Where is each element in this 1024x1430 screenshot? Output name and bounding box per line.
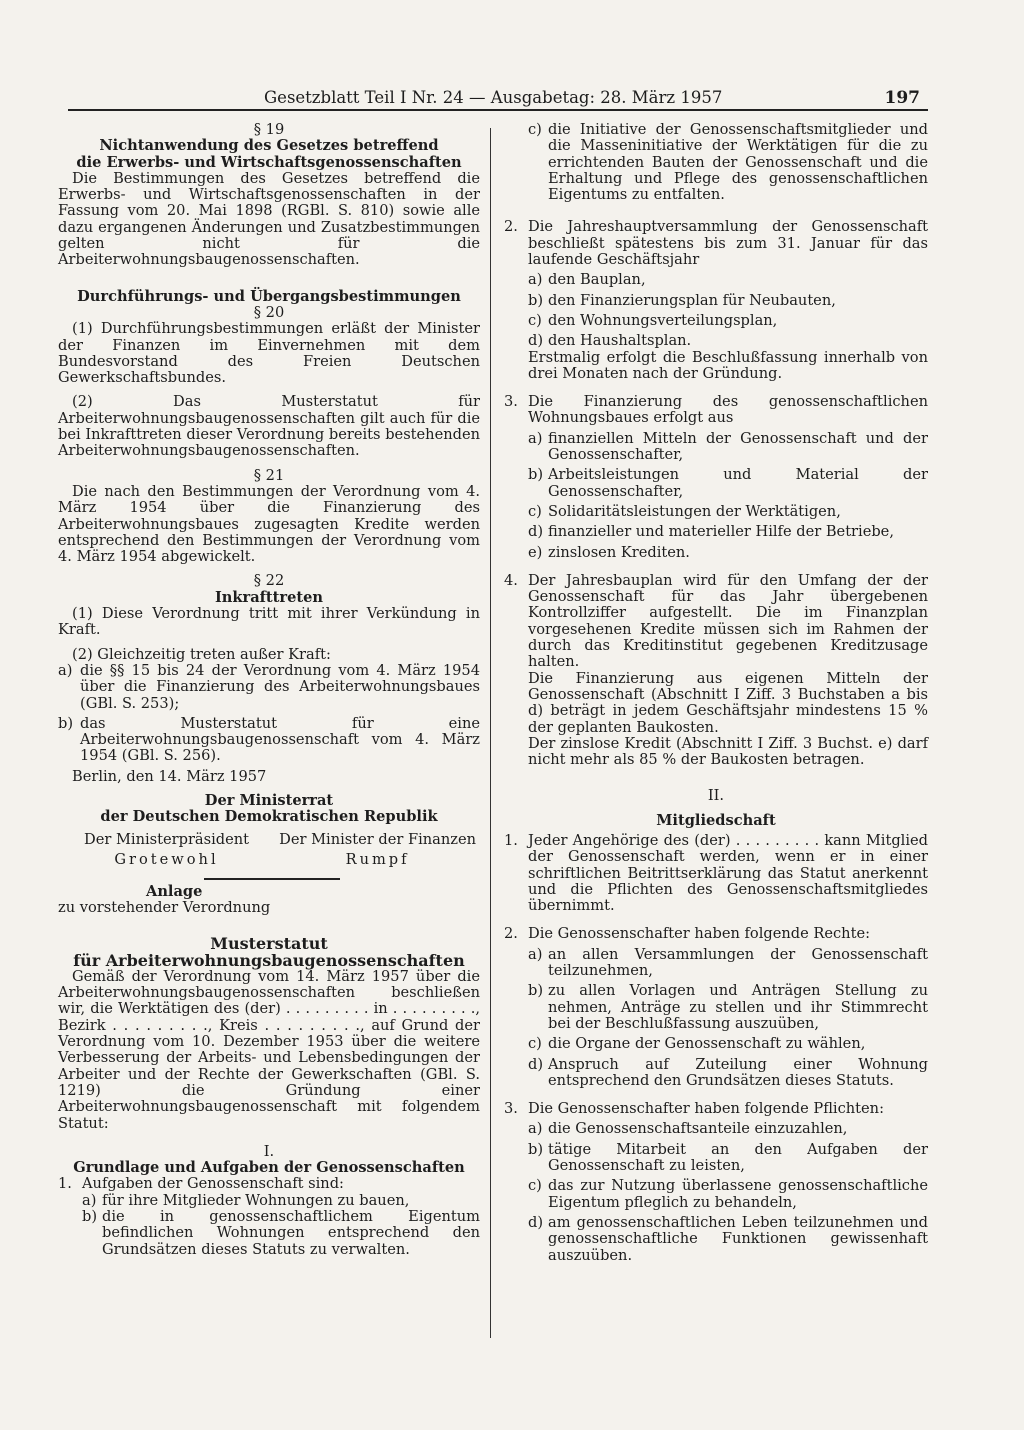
statute-item-2-text: Die Jahreshauptversammlung der Genossenschaft beschließt spätestens bis zum 31. Januar für das laufende Geschäftsjahr bbox=[528, 218, 928, 269]
statute-item-1-a-label: a) bbox=[82, 1191, 97, 1209]
signature-role-1: Der Ministerpräsident bbox=[84, 830, 250, 848]
statute-item-3-b-text: Arbeitsleistungen und Material der Genossenschafter, bbox=[548, 466, 928, 500]
statute-item-3-a bbox=[528, 431, 928, 464]
section-22-paragraph-2: (2) Gleichzeitig treten außer Kraft: bbox=[72, 645, 331, 663]
annex-text: zu vorstehender Verordnung bbox=[58, 898, 271, 916]
membership-item-2 bbox=[504, 926, 928, 1089]
signatory-org-line1: Der Ministerrat bbox=[204, 791, 334, 809]
statute-item-4-paragraph-2: Die Finanzierung aus eigenen Mitteln der Genossenschaft (Abschnitt I Ziff. 3 Buchstaben a bis d) beträgt in jedem Geschäftsjahr mindestens 15 % der geplanten Baukosten. bbox=[528, 669, 928, 736]
signatory-org-line2: der Deutschen Demokratischen Republik bbox=[100, 808, 438, 826]
statute-item-3-d-label: d) bbox=[528, 523, 544, 541]
statute-item-4-paragraph-3: Der zinslose Kredit (Abschnitt I Ziff. 3 Buchst. e) darf nicht mehr als 85 % der Baukosten betragen. bbox=[528, 734, 928, 769]
statute-item-1-text: Aufgaben der Genossenschaft sind: bbox=[82, 1175, 344, 1193]
part-2-number: II. bbox=[707, 787, 725, 805]
statute-item-2-a-label: a) bbox=[528, 271, 543, 289]
signature-finance-minister bbox=[279, 832, 476, 869]
annex-title: Anlage bbox=[146, 882, 203, 900]
statute-item-1 bbox=[58, 1176, 480, 1257]
section-19-number: § 19 bbox=[253, 121, 285, 138]
repeal-item-a-text: die §§ 15 bis 24 der Verordnung vom 4. März 1954 über die Finanzierung des Arbeiterwohnungsbaues (GBl. S. 253); bbox=[80, 661, 480, 712]
membership-item-1-text: Jeder Angehörige des (der) . . . . . . . . . kann Mitglied der Genossenschaft werden, wenn er in einer schriftlichen Beitrittserklärung das Statut anerkennt und die Pflichten des Genossenschaftsmitgliedes übernimmt. bbox=[528, 831, 928, 915]
separator-rule bbox=[204, 878, 340, 880]
statute-item-3-e-text: zinslosen Krediten. bbox=[548, 543, 690, 561]
statute-item-3-e-label: e) bbox=[528, 543, 543, 561]
statute-item-2-d bbox=[528, 333, 928, 349]
membership-item-3-a bbox=[528, 1121, 928, 1137]
membership-item-2-b-label: b) bbox=[528, 982, 544, 1000]
header-rule bbox=[68, 109, 928, 111]
statute-item-3-text: Die Finanzierung des genossenschaftlichen Wohnungsbaues erfolgt aus bbox=[528, 393, 928, 427]
statute-item-3-a-text: finanziellen Mitteln der Genossenschaft und der Genossenschafter, bbox=[548, 429, 928, 464]
membership-item-3-b bbox=[528, 1142, 928, 1175]
membership-item-2-b bbox=[528, 983, 928, 1032]
membership-item-2-c-label: c) bbox=[528, 1035, 542, 1053]
repeal-item-b-label: b) bbox=[58, 714, 74, 732]
repeal-item-a-label: a) bbox=[58, 661, 73, 679]
membership-item-3-b-text: tätige Mitarbeit an den Aufgaben der Genossenschaft zu leisten, bbox=[548, 1140, 928, 1175]
section-20-number: § 20 bbox=[253, 303, 285, 321]
membership-item-3-c-text: das zur Nutzung überlassene genossenschaftliche Eigentum pfleglich zu behandeln, bbox=[548, 1177, 928, 1211]
membership-item-2-label: 2. bbox=[504, 925, 518, 943]
membership-item-2-d bbox=[528, 1057, 928, 1090]
section-22-paragraph-1: (1) Diese Verordnung tritt mit ihrer Verkündung in Kraft. bbox=[58, 605, 480, 639]
signature-name-1: Grotewohl bbox=[114, 850, 219, 868]
statute-title-line2: für Arbeiterwohnungsbaugenossenschaften bbox=[73, 950, 465, 970]
membership-item-3-b-label: b) bbox=[528, 1140, 544, 1158]
column-divider bbox=[490, 128, 491, 1338]
transitional-provisions-heading: Durchführungs- und Übergangsbestimmungen bbox=[77, 287, 461, 305]
statute-item-3-e bbox=[528, 545, 928, 561]
signature-prime-minister bbox=[84, 832, 249, 869]
left-column bbox=[58, 122, 480, 1258]
statute-item-2 bbox=[504, 219, 928, 382]
statute-item-1-c bbox=[528, 122, 928, 203]
repeal-item-a bbox=[58, 663, 480, 712]
statute-item-3-d bbox=[528, 524, 928, 540]
statute-item-2-note: Erstmalig erfolgt die Beschlußfassung innerhalb von drei Monaten nach der Gründung. bbox=[528, 348, 928, 382]
section-20-paragraph-1: (1) Durchführungsbestimmungen erläßt der Minister der Finanzen im Einvernehmen mit dem Bundesvorstand des Freien Deutschen Gewerkschaftsbundes. bbox=[58, 320, 480, 387]
membership-item-2-c-text: die Organe der Genossenschaft zu wählen, bbox=[548, 1035, 866, 1053]
statute-item-2-d-text: den Haushaltsplan. bbox=[548, 332, 692, 350]
place-date: Berlin, den 14. März 1957 bbox=[72, 767, 267, 785]
part-1-number: I. bbox=[263, 1142, 275, 1160]
statute-item-3-d-text: finanzieller und materieller Hilfe der Betriebe, bbox=[548, 523, 894, 541]
statute-item-3-c-label: c) bbox=[528, 502, 542, 520]
statute-title-line1: Musterstatut bbox=[210, 934, 328, 954]
membership-item-3-text: Die Genossenschafter haben folgende Pflichten: bbox=[528, 1100, 884, 1118]
statute-item-3-label: 3. bbox=[504, 393, 518, 411]
statute-item-2-c-label: c) bbox=[528, 311, 542, 329]
section-22-title: Inkrafttreten bbox=[214, 588, 324, 606]
section-19-title-line1: Nichtanwendung des Gesetzes betreffend bbox=[99, 137, 439, 155]
statute-item-3 bbox=[504, 394, 928, 561]
membership-item-2-a-text: an allen Versammlungen der Genossenschaft teilzunehmen, bbox=[548, 945, 928, 980]
section-19-title-line2: die Erwerbs- und Wirtschaftsgenossenschaften bbox=[76, 153, 462, 171]
statute-item-2-label: 2. bbox=[504, 218, 518, 236]
statute-item-4-label: 4. bbox=[504, 571, 518, 589]
part-1-title: Grundlage und Aufgaben der Genossenschaften bbox=[73, 1159, 465, 1177]
statute-intro: Gemäß der Verordnung vom 14. März 1957 über die Arbeiterwohnungsbaugenossenschaften beschließen wir, die Werktätigen des (der) . . . . . . . . . in . . . . . . . . ., Bezirk . . . . . . . . ., Kreis . . . . . . . . ., auf Grund der Verordnung vom 10. Dezember 1953 über die weitere Verbesserung der Arbeits- und Lebensbedingungen der Arbeiter und der Rechte der Gewerkschaften (GBl. S. 1219) die Gründung einer Arbeiterwohnungsbaugenossenschaft mit folgendem Statut: bbox=[58, 967, 480, 1132]
signature-block bbox=[58, 832, 480, 869]
repeal-item-b bbox=[58, 716, 480, 765]
membership-item-3-d bbox=[528, 1215, 928, 1264]
membership-item-2-b-text: zu allen Vorlagen und Anträgen Stellung zu nehmen, Anträge zu stellen und ihr Stimmrecht bei der Beschlußfassung auszuüben, bbox=[548, 982, 928, 1032]
statute-item-2-b bbox=[528, 293, 928, 309]
section-21-text: Die nach den Bestimmungen der Verordnung vom 4. März 1954 über die Finanzierung des Arbeiterwohnungsbaues zugesagten Kredite werden entsprechend den Bestimmungen der Verordnung vom 4. März 1954 abgewickelt. bbox=[58, 482, 480, 566]
page-number: 197 bbox=[884, 88, 920, 108]
section-20-paragraph-2: (2) Das Musterstatut für Arbeiterwohnungsbaugenossenschaften gilt auch für die bei Inkrafttreten dieser Verordnung bereits bestehenden Arbeiterwohnungsbaugenossenschaften. bbox=[58, 393, 480, 460]
membership-item-3-c-label: c) bbox=[528, 1177, 542, 1195]
signature-role-2: Der Minister der Finanzen bbox=[279, 830, 476, 848]
statute-item-3-b bbox=[528, 467, 928, 500]
statute-item-2-b-label: b) bbox=[528, 291, 544, 309]
statute-item-3-c-text: Solidaritätsleistungen der Werktätigen, bbox=[548, 502, 841, 520]
statute-item-1-a-text: für ihre Mitglieder Wohnungen zu bauen, bbox=[102, 1191, 410, 1209]
section-22-number: § 22 bbox=[253, 572, 285, 590]
statute-item-2-d-label: d) bbox=[528, 332, 544, 350]
statute-item-4-paragraph-1: Der Jahresbauplan wird für den Umfang der der Genossenschaft für das Jahr übergebenen Kontrollziffer aufgestellt. Die im Finanzplan vorgesehenen Kredite müssen sich im Rahmen der durch das Kreditinstitut gegebenen Kreditzusage halten. bbox=[528, 571, 928, 671]
membership-item-1-label: 1. bbox=[504, 831, 518, 849]
statute-item-3-c bbox=[528, 504, 928, 520]
right-column bbox=[504, 122, 928, 1264]
statute-item-3-a-label: a) bbox=[528, 429, 543, 447]
membership-item-3-d-label: d) bbox=[528, 1213, 544, 1231]
repeal-item-b-text: das Musterstatut für eine Arbeiterwohnungsbaugenossenschaft vom 4. März 1954 (GBl. S. 256). bbox=[80, 714, 480, 765]
membership-item-2-a-label: a) bbox=[528, 945, 543, 963]
membership-item-3-a-text: die Genossenschaftsanteile einzuzahlen, bbox=[548, 1120, 848, 1138]
statute-item-1-b-text: die in genossenschaftlichem Eigentum befindlichen Wohnungen entsprechend den Grundsätzen dieses Statuts zu verwalten. bbox=[102, 1208, 480, 1258]
membership-item-2-text: Die Genossenschafter haben folgende Rechte: bbox=[528, 925, 870, 943]
statute-item-2-a bbox=[528, 272, 928, 288]
statute-item-1-b bbox=[82, 1209, 480, 1258]
statute-item-3-b-label: b) bbox=[528, 466, 544, 484]
membership-item-2-a bbox=[528, 947, 928, 980]
membership-item-3-label: 3. bbox=[504, 1100, 518, 1118]
membership-item-2-c bbox=[528, 1036, 928, 1052]
statute-item-1-a bbox=[82, 1193, 480, 1209]
statute-item-2-c bbox=[528, 313, 928, 329]
statute-item-4 bbox=[504, 573, 928, 769]
signature-name-2: Rumpf bbox=[345, 850, 410, 868]
section-21-number: § 21 bbox=[253, 466, 285, 484]
part-2-title: Mitgliedschaft bbox=[656, 811, 776, 829]
statute-item-1-b-label: b) bbox=[82, 1208, 98, 1226]
membership-item-3 bbox=[504, 1101, 928, 1264]
statute-item-1-label: 1. bbox=[58, 1175, 72, 1193]
membership-item-2-d-text: Anspruch auf Zuteilung einer Wohnung entsprechend den Grundsätzen dieses Statuts. bbox=[548, 1055, 928, 1089]
statute-item-1-c-label: c) bbox=[528, 121, 542, 138]
membership-item-2-d-label: d) bbox=[528, 1055, 544, 1073]
statute-item-2-a-text: den Bauplan, bbox=[548, 271, 646, 289]
statute-item-2-c-text: den Wohnungsverteilungsplan, bbox=[548, 311, 778, 329]
membership-item-3-c bbox=[528, 1178, 928, 1211]
statute-item-2-b-text: den Finanzierungsplan für Neubauten, bbox=[548, 291, 836, 309]
membership-item-3-d-text: am genossenschaftlichen Leben teilzunehmen und genossenschaftliche Funktionen gewissenhaft auszuüben. bbox=[548, 1213, 928, 1264]
statute-item-1-c-text: die Initiative der Genossenschaftsmitglieder und die Masseninitiative der Werktätigen für die zu errichtenden Bauten der Genossenschaft und die Erhaltung und Pflege des genossenschaftlichen Eigentums zu entfalten. bbox=[548, 121, 928, 204]
section-19-text: Die Bestimmungen des Gesetzes betreffend die Erwerbs- und Wirtschaftsgenossenschaften in der Fassung vom 20. Mai 1898 (RGBl. S. 810) sowie alle dazu ergangenen Änderungen und Zusatzbestimmungen gelten nicht für die Arbeiterwohnungsbaugenossenschaften. bbox=[58, 169, 480, 269]
membership-item-3-a-label: a) bbox=[528, 1120, 543, 1138]
membership-item-1 bbox=[504, 833, 928, 914]
header-title: Gesetzblatt Teil I Nr. 24 — Ausgabetag: 28. März 1957 bbox=[264, 88, 723, 107]
